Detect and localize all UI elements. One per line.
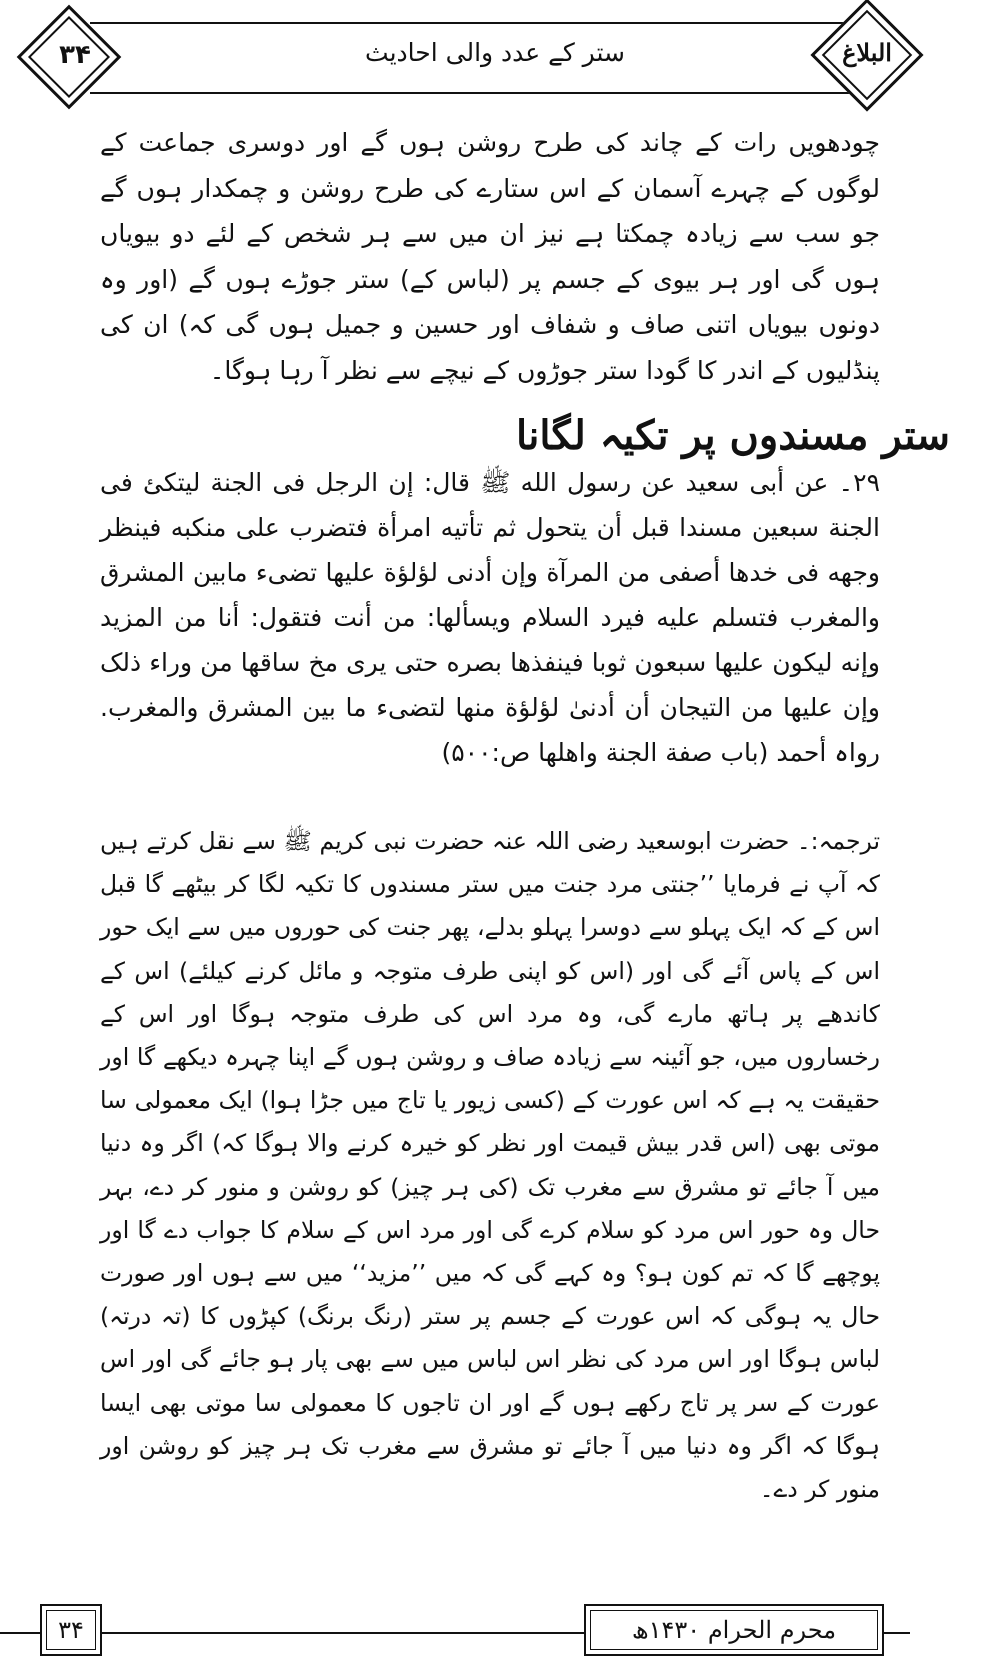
footer-page-number: ۳۴ <box>58 1616 84 1644</box>
header-page-number-badge <box>20 10 130 106</box>
footer-issue: محرم الحرام ۱۴۳۰ھ <box>631 1616 837 1644</box>
hadith-translation: ترجمہ:۔ حضرت ابوسعید رضی اللہ عنہ حضرت نبی کریم ﷺ سے نقل کرتے ہیں کہ آپ نے فرمایا ’’جنتی مرد جنت میں ستر مسندوں کا تکیہ لگا کر بیٹھے گا قبل اس کے کہ ایک پہلو سے دوسرا پہلو بدلے، پھر جنت کی حوروں میں سے ایک حور اس کے پاس آئے گی اور (اس کو اپنی طرف متوجہ و مائل کرنے کیلئے) اس کے کاندھے پر ہاتھ مارے گی، وہ مرد اس کی طرف متوجہ ہوگا اور اس کے رخساروں میں، جو آئینہ سے زیادہ صاف و روشن ہوں گے اپنا چہرہ دیکھے گا اور حقیقت یہ ہے کہ اس عورت کے (کسی زیور یا تاج میں جڑا ہوا) ایک معمولی سا موتی بھی (اس قدر بیش قیمت اور نظر کو خیرہ کرنے والا ہوگا کہ) اگر وہ دنیا میں آ جائے تو مشرق سے مغرب تک (کی ہر چیز) کو روشن و منور کر دے، بہر حال وہ حور اس مرد کو سلام کرے گی اور مرد اس کے سلام کا جواب دے گا اور پوچھے گا کہ تم کون ہو؟ وہ کہے گی کہ میں ’’مزید‘‘ میں سے ہوں اور صورت حال یہ ہوگی کہ اس عورت کے جسم پر ستر (رنگ برنگ) کپڑوں کا (تہ درتہ) لباس ہوگا اور اس مرد کی نظر اس لباس میں سے بھی پار ہو جائے گی اور اس عورت کے سر پر تاج رکھے ہوں گے اور ان تاجوں کا معمولی سا موتی بھی ایسا ہوگا کہ اگر وہ دنیا میں آ جائے تو مشرق سے مغرب تک ہر چیز کو روشن اور منور کر دے۔ <box>100 827 880 1504</box>
header-rule-top <box>90 22 860 24</box>
intro-paragraph: چودھویں رات کے چاند کی طرح روشن ہوں گے اور دوسری جماعت کے لوگوں کے چہرے آسمان کے اس ستارے کی طرح روشن و چمکدار ہوں گے جو سب سے زیادہ چمکتا ہے نیز ان میں سے ہر شخص کے لئے دو بیویاں ہوں گی اور ہر بیوی کے جسم پر (لباس کے) ستر جوڑے ہوں گے (اور وہ دونوں بیویاں اتنی صاف و شفاف اور حسین و جمیل ہوں گی کہ) ان کی پنڈلیوں کے اندر کا گودا ستر جوڑوں کے نیچے سے نظر آ رہا ہوگا۔ <box>100 128 880 385</box>
footer-rule-right <box>884 1632 910 1634</box>
header-page-number: ۳۴ <box>59 40 91 70</box>
footer-rule-left <box>0 1632 42 1634</box>
logo-text: البلاغ <box>842 38 892 67</box>
header-rule-bottom <box>90 92 860 94</box>
logo-badge <box>800 0 930 110</box>
footer-rule-middle <box>102 1632 586 1634</box>
hadith-arabic-text: ۲۹۔ عن أبی سعید عن رسول الله ﷺ قال: إن الرجل فی الجنة لیتکئ فی الجنة سبعین مسندا قبل أن یتحول ثم تأتیه امرأة فتضرب علی منکبه فینظر وجهه فی خدها أصفی من المرآة وإن أدنی لؤلؤة علیها تضیء مابین المشرق والمغرب فتسلم علیه فیرد السلام ویسألها: من أنت فتقول: أنا من المزید وإنه لیکون علیها سبعون ثوبا فینفذها بصره حتی یری مخ ساقها من وراء ذلک وإن علیها من التیجان أن أدنیٰ لؤلؤة منها لتضیء ما بین المشرق والمغرب. رواہ أحمد (باب صفة الجنة واهلها ص:۵۰۰) <box>100 468 880 767</box>
footer-issue-box <box>584 1604 884 1656</box>
footer-page-number-box <box>40 1604 102 1656</box>
section-heading: ستر مسندوں پر تکیہ لگانا <box>516 412 950 459</box>
running-title: ستر کے عدد والی احادیث <box>365 38 625 67</box>
